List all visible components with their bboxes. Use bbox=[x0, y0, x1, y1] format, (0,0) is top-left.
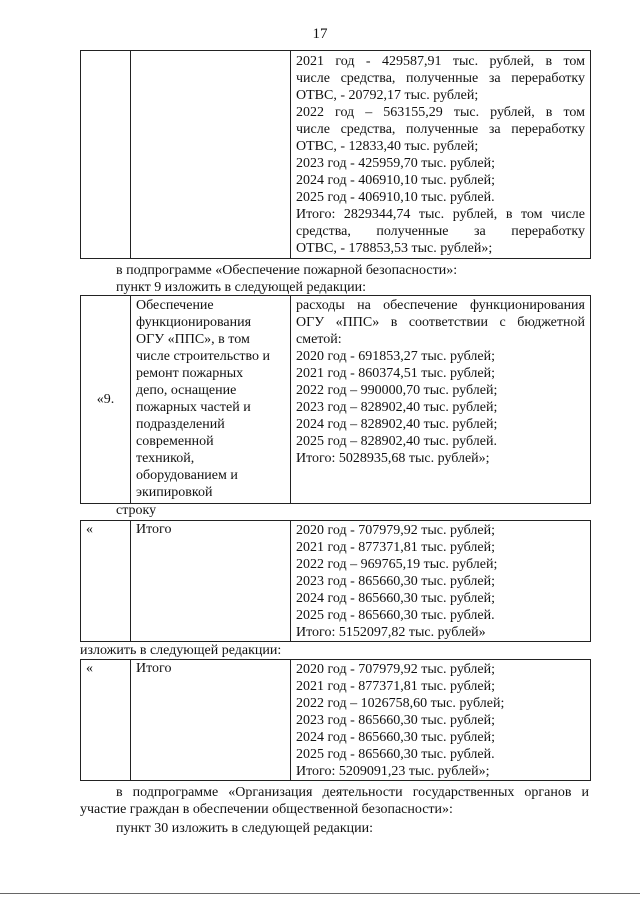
text-line: 2025 год - 865660,30 тыс. рублей. bbox=[296, 747, 495, 762]
text-line: 2021 год - 877371,81 тыс. рублей; bbox=[296, 540, 496, 555]
text-line: оборудованием и bbox=[136, 468, 238, 483]
text-line: 2023 год – 828902,40 тыс. рублей; bbox=[296, 400, 498, 415]
text-line: экипировкой bbox=[136, 485, 213, 500]
text-line: числе строительство и bbox=[136, 349, 270, 364]
table-total-new bbox=[80, 659, 591, 781]
table-cell-funding bbox=[291, 51, 591, 259]
text-line: Итого: 5209091,23 тыс. рублей»; bbox=[296, 764, 490, 779]
text-line: 2020 год - 707979,92 тыс. рублей; bbox=[296, 523, 496, 538]
text-line: Итого: 5152097,82 тыс. рублей» bbox=[296, 625, 486, 640]
text-line: ОТВС, - 178853,53 тыс. рублей»; bbox=[296, 241, 493, 256]
item-number: «9. bbox=[81, 296, 131, 504]
page-bottom-rule bbox=[0, 893, 640, 894]
total-label: Итого bbox=[131, 521, 291, 642]
total-funding bbox=[291, 660, 591, 781]
text-line: 2020 год - 707979,92 тыс. рублей; bbox=[296, 662, 496, 677]
text-line: 2021 год - 877371,81 тыс. рублей; bbox=[296, 679, 496, 694]
text-line: 2023 год - 865660,30 тыс. рублей; bbox=[296, 713, 496, 728]
paragraph: пункт 30 изложить в следующей редакции: bbox=[116, 821, 373, 836]
paragraph: строку bbox=[116, 503, 157, 518]
text-line: депо, оснащение bbox=[136, 383, 237, 398]
text-line: 2024 год - 865660,30 тыс. рублей; bbox=[296, 591, 496, 606]
quote-mark: « bbox=[81, 521, 131, 642]
table-cell-empty bbox=[131, 51, 291, 259]
total-label: Итого bbox=[131, 660, 291, 781]
text-line: Итого: 5028935,68 тыс. рублей»; bbox=[296, 451, 490, 466]
text-line: функционирования bbox=[136, 315, 252, 330]
text-line: 2023 год - 425959,70 тыс. рублей; bbox=[296, 156, 496, 171]
text-line: 2024 год – 828902,40 тыс. рублей; bbox=[296, 417, 498, 432]
paragraph: в подпрограмме «Обеспечение пожарной безопасности»: bbox=[116, 263, 458, 278]
text-line: расходы на обеспечение функционирования bbox=[296, 298, 585, 313]
table-continuation bbox=[80, 50, 591, 259]
text-line: ОТВС, - 20792,17 тыс. рублей; bbox=[296, 88, 479, 103]
text-line: 2025 год – 828902,40 тыс. рублей. bbox=[296, 434, 497, 449]
text-line: подразделений bbox=[136, 417, 225, 432]
text-line: 2020 год - 691853,27 тыс. рублей; bbox=[296, 349, 496, 364]
quote-mark: « bbox=[81, 660, 131, 781]
text-line: 2025 год - 865660,30 тыс. рублей. bbox=[296, 608, 495, 623]
text-line: 2021 год - 429587,91 тыс. рублей, в том bbox=[296, 54, 585, 69]
text-line: 2024 год - 406910,10 тыс. рублей; bbox=[296, 173, 496, 188]
text-line: 2025 год - 406910,10 тыс. рублей. bbox=[296, 190, 495, 205]
text-line: ремонт пожарных bbox=[136, 366, 244, 381]
paragraph bbox=[116, 784, 589, 801]
item-funding bbox=[291, 296, 591, 504]
page-number: 17 bbox=[312, 26, 328, 42]
text-line: техникой, bbox=[136, 451, 195, 466]
text-line: сметой: bbox=[296, 332, 342, 347]
text-line: пожарных частей и bbox=[136, 400, 251, 415]
text-line: средства, полученные за переработку bbox=[296, 224, 585, 239]
table-cell-empty bbox=[81, 51, 131, 259]
text-line: 2021 год - 860374,51 тыс. рублей; bbox=[296, 366, 496, 381]
text-line: 2022 год – 563155,29 тыс. рублей, в том bbox=[296, 105, 585, 120]
text-line: Итого: 2829344,74 тыс. рублей, в том числе bbox=[296, 207, 585, 222]
text-line: ОТВС, - 12833,40 тыс. рублей; bbox=[296, 139, 479, 154]
text-line: 2022 год – 969765,19 тыс. рублей; bbox=[296, 557, 498, 572]
table-item-9 bbox=[80, 295, 591, 504]
text-line: 2022 год – 1026758,60 тыс. рублей; bbox=[296, 696, 505, 711]
total-funding bbox=[291, 521, 591, 642]
text-line: числе средства, полученные за переработку bbox=[296, 122, 585, 137]
table-total-old bbox=[80, 520, 591, 642]
text-line: 2023 год - 865660,30 тыс. рублей; bbox=[296, 574, 496, 589]
paragraph: участие граждан в обеспечении общественной безопасности»: bbox=[80, 802, 453, 817]
text-line: 2024 год - 865660,30 тыс. рублей; bbox=[296, 730, 496, 745]
text-line: 2022 год – 990000,70 тыс. рублей; bbox=[296, 383, 498, 398]
paragraph-line: в подпрограмме «Организация деятельности государственных органов и bbox=[116, 785, 589, 800]
text-line: Обеспечение bbox=[136, 298, 214, 313]
paragraph: изложить в следующей редакции: bbox=[80, 643, 282, 658]
text-line: ОГУ «ППС» в соответствии с бюджетной bbox=[296, 315, 585, 330]
text-line: числе средства, полученные за переработку bbox=[296, 71, 585, 86]
text-line: современной bbox=[136, 434, 214, 449]
paragraph: пункт 9 изложить в следующей редакции: bbox=[116, 280, 366, 295]
text-line: ОГУ «ППС», в том bbox=[136, 332, 250, 347]
item-description bbox=[131, 296, 291, 504]
